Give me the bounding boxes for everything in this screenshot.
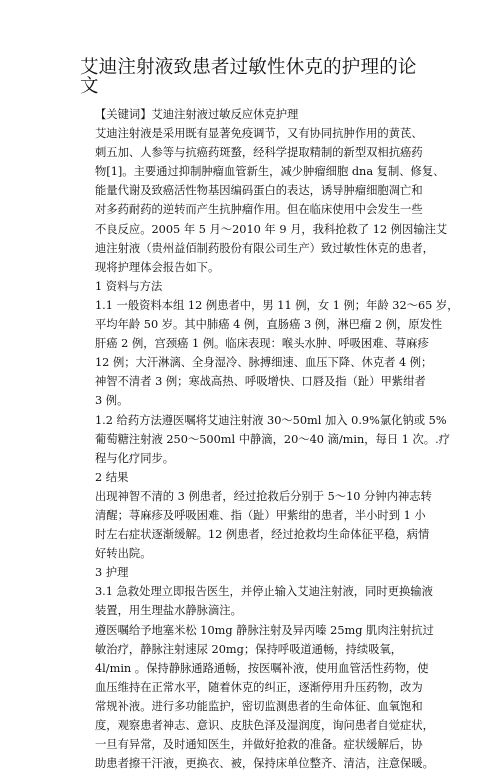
text-line: 物[1]。主要通过抑制肿瘤血管新生，减少肿瘤细胞 dna 复制、修复、 [95, 165, 445, 179]
text-line: 能量代谢及致癌活性物基因编码蛋白的表达，诱导肿瘤细胞凋亡和 [95, 184, 423, 198]
title-line-1: 艾迪注射液致患者过敏性休克的护理的论 [80, 57, 417, 78]
text-line: 遵医嘱给予地塞米松 10mg 静脉注射及异丙嗪 25mg 肌肉注射抗过 [95, 623, 434, 637]
text-line: 时左右症状逐渐缓解。12 例患者，经过抢救均生命体征平稳，病情 [95, 528, 430, 542]
text-line: 装置，用生理盐水静脉滴注。 [95, 604, 242, 618]
text-line: 清醒；荨麻疹及呼吸困难、指（趾）甲紫绀的患者，半小时到 1 小 [95, 508, 426, 522]
text-line: 3 例。 [95, 394, 129, 408]
text-line: 1.2 给药方法遵医嘱将艾迪注射液 30～50ml 加入 0.9%氯化钠或 5% [95, 413, 447, 427]
text-line: 助患者擦干汗液，更换衣、被，保持床单位整齐、清洁，注意保暖。 [95, 757, 434, 771]
text-line: 不良反应。2005 年 5 月～2010 年 9 月，我科抢救了 12 例因输注艾 [95, 222, 448, 236]
text-line: 2 结果 [95, 470, 129, 484]
text-line: 对多药耐药的逆转而产生抗肿瘤作用。但在临床使用中会发生一些 [95, 203, 423, 217]
text-line: 迪注射液（贵州益佰制药股份有限公司生产）致过敏性休克的患者， [95, 241, 434, 255]
text-line: 血压维持在正常水平，随着休克的纠正，逐渐停用升压药物，改为 [95, 680, 423, 694]
text-line: 艾迪注射液是采用既有显著免疫调节，又有协同抗肿作用的黄芪、 [95, 127, 423, 141]
text-line: 3 护理 [95, 566, 129, 580]
document-title [80, 55, 440, 98]
text-line: 好转出院。 [95, 547, 152, 561]
text-line: 程与化疗同步。 [95, 451, 175, 465]
text-line: 12 例；大汗淋漓、全身湿冷、脉搏细速、血压下降、休克者 4 例； [95, 356, 433, 370]
text-line: 出现神智不清的 3 例患者，经过抢救后分别于 5～10 分钟内神志转 [95, 489, 432, 503]
text-line: 常规补液。进行多功能监护，密切监测患者的生命体征、血氧饱和 [95, 699, 423, 713]
text-line: 1 资料与方法 [95, 279, 163, 293]
text-line: 现将护理体会报告如下。 [95, 260, 220, 274]
text-line: 敏治疗，静脉注射速尿 20mg；保持呼吸道通畅，持续吸氧， [95, 642, 403, 656]
text-line: 平均年龄 50 岁。其中肺癌 4 例，直肠癌 3 例，淋巴瘤 2 例，原发性 [95, 318, 443, 332]
text-line: 肝癌 2 例，宫颈癌 1 例。临床表现：喉头水肿、呼吸困难、荨麻疹 [95, 337, 429, 351]
document-body [95, 105, 460, 773]
paragraph-lines [95, 124, 460, 773]
text-line: 4l/min 。保持静脉通路通畅，按医嘱补液，使用血管活性药物，使 [95, 661, 429, 675]
keywords-line: 【关键词】艾迪注射液过敏反应休克护理 [95, 108, 299, 121]
text-line: 1.1 一般资料本组 12 例患者中，男 11 例，女 1 例；年龄 32～65 岁， [95, 298, 459, 312]
text-line: 一旦有异常，及时通知医生，并做好抢救的准备。症状缓解后，协 [95, 738, 423, 752]
title-line-2: 文 [80, 76, 99, 98]
text-line: 葡萄糖注射液 250～500ml 中静滴，20～40 滴/min，每日 1 次。.疗 [95, 432, 450, 446]
text-line: 3.1 急救处理立即报告医生，并停止输入艾迪注射液，同时更换输液 [95, 585, 433, 599]
text-line: 神智不清者 3 例；寒战高热、呼吸增快、口唇及指（趾）甲紫绀者 [95, 375, 426, 389]
text-line: 刺五加、人参等与抗癌药斑蝥，经科学提取精制的新型双相抗癌药 [95, 146, 423, 160]
text-line: 度，观察患者神志、意识、皮肤色泽及湿润度，询问患者自觉症状， [95, 719, 434, 732]
